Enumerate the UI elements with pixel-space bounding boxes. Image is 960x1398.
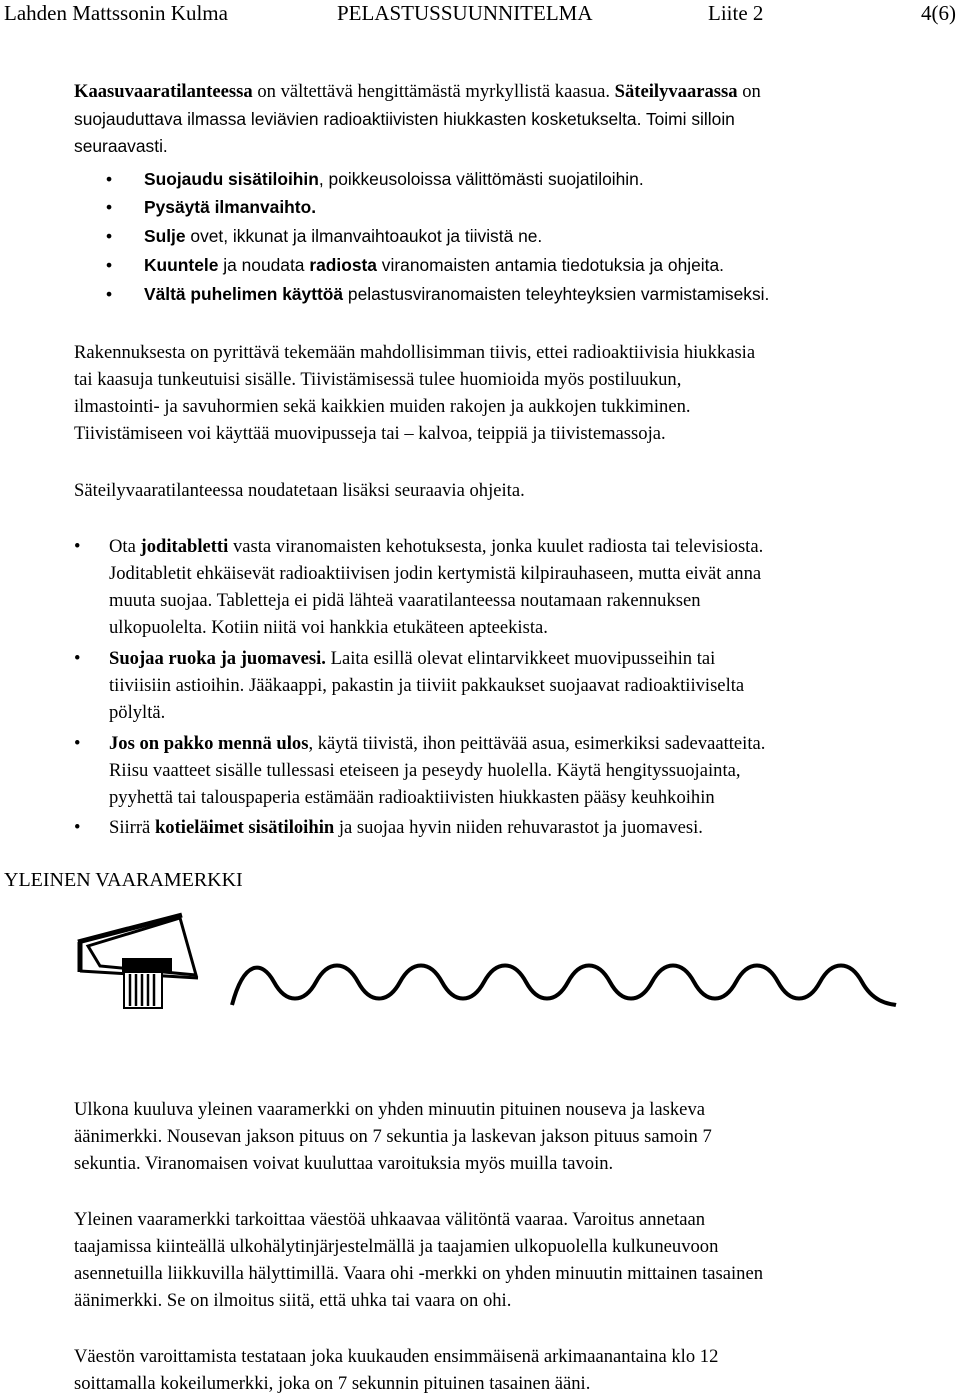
list-item-plain: pelastusviranomaisten teleyhteyksien varmistamiseksi.: [343, 284, 770, 304]
page-header: [0, 0, 960, 26]
list-item-bold: Suojaa ruoka ja juomavesi.: [109, 648, 326, 669]
paragraph-warning-meaning: Yleinen vaaramerkki tarkoittaa väestöä uhkaavaa välitöntä vaaraa. Varoitus annetaan: [74, 1209, 706, 1230]
list-item-plain: Siirrä: [109, 817, 155, 838]
bullet-icon: •: [106, 197, 113, 217]
paragraph-warning-meaning: asennetuilla liikkuvilla hälyttimillä. Vaara ohi -merkki on yhden minuutin mittainen tasainen: [74, 1263, 764, 1284]
list-item-line: [109, 814, 703, 841]
list-item-line: pölyltä.: [109, 702, 166, 723]
list-item-plain: ja suojaa hyvin niiden rehuvarastot ja juomavesi.: [334, 817, 703, 838]
bullet-icon: •: [74, 536, 81, 557]
list-item-bold: kotieläimet sisätiloihin: [154, 817, 335, 838]
list-item-bold: Kuuntele: [144, 255, 219, 275]
intro-text: on: [737, 81, 761, 102]
list-item-line: tiiviisiin astioihin. Jääkaappi, pakastin ja tiiviit pakkaukset suojaavat radioaktiiviselta: [109, 675, 745, 696]
bullet-icon: •: [106, 169, 113, 189]
list-item-bold: Suojaudu sisätiloihin: [144, 169, 319, 189]
header-appendix: Liite 2: [708, 1, 764, 25]
list-item-text: [144, 281, 769, 308]
bullet-icon: •: [74, 817, 81, 838]
paragraph-warning-meaning: äänimerkki. Se on ilmoitus siitä, että uhka tai vaara on ohi.: [74, 1290, 512, 1311]
intro-text: on vältettävä hengittämästä myrkyllistä kaasua.: [252, 81, 615, 102]
bullet-icon: •: [74, 648, 81, 669]
list-item-line: [109, 645, 715, 672]
list-item-line: Riisu vaatteet sisälle tullessasi eteiseen ja peseydy huolella. Käytä hengityssuojainta,: [109, 760, 741, 781]
sine-wave: [232, 966, 896, 1006]
paragraph-sealing-line: tai kaasuja tunkeutuisi sisälle. Tiivistämisessä tulee huomioida myös postiluukun,: [74, 369, 682, 390]
list-item-plain: , poikkeusoloissa välittömästi suojatiloihin.: [318, 169, 644, 189]
list-item-text: [144, 166, 644, 193]
siren-icon: [78, 915, 198, 1008]
list-item-bold: Pysäytä ilmanvaihto.: [144, 197, 317, 217]
list-item-bold: radiosta: [309, 255, 377, 275]
section-title: YLEINEN VAARAMERKKI: [4, 869, 243, 891]
intro-line-3: seuraavasti.: [74, 136, 168, 156]
intro-line-2: suojauduttava ilmassa leviävien radioaktiivisten hiukkasten kosketukselta. Toimi silloin: [74, 109, 735, 129]
list-item-text: [144, 252, 724, 279]
list-item-plain: ja noudata: [218, 255, 310, 275]
bullet-icon: •: [106, 284, 113, 304]
paragraph-sealing-line: Tiivistämiseen voi käyttää muovipusseja tai – kalvoa, teippiä ja tiivistemassoja.: [74, 423, 666, 444]
header-organization: Lahden Mattssonin Kulma: [4, 1, 228, 25]
list-item-line: pyyhettä tai talouspaperia estämään radioaktiivisten hiukkasten pääsy keuhkoihin: [109, 787, 715, 808]
list-item-line: ulkopuolelta. Kotiin niitä voi hankkia etukäteen apteekista.: [109, 617, 548, 638]
list-item-plain: , käytä tiivistä, ihon peittävää asua, esimerkiksi sadevaatteita.: [308, 733, 766, 754]
list-item-line: [109, 533, 763, 560]
gas-danger-term: Kaasuvaaratilanteessa: [74, 81, 253, 102]
header-page-number: 4(6): [921, 1, 956, 25]
list-item-plain: viranomaisten antamia tiedotuksia ja ohjeita.: [376, 255, 725, 275]
bullet-icon: •: [74, 733, 81, 754]
paragraph-sealing-line: ilmastointi- ja savuhormien sekä kaikkien muiden rakojen ja aukkojen tukkiminen.: [74, 396, 691, 417]
paragraph-testing: soittamalla kokeilumerkki, joka on 7 sekunnin pituinen tasainen ääni.: [74, 1373, 591, 1394]
list-item-text: [144, 223, 542, 250]
list-item-text: [144, 194, 316, 221]
list-item-bold: Jos on pakko mennä ulos: [109, 733, 309, 754]
list-item-plain: Laita esillä olevat elintarvikkeet muovipusseihin tai: [325, 648, 716, 669]
paragraph-warning-signal: Ulkona kuuluva yleinen vaaramerkki on yhden minuutin pituinen nouseva ja laskeva: [74, 1099, 705, 1120]
list-item-line: Joditabletit ehkäisevät radioaktiivisen jodin kertymistä kilpirauhaseen, mutta eivät anna: [109, 563, 762, 584]
intro-line-1: [74, 78, 956, 105]
list-item-plain: ovet, ikkunat ja ilmanvaihtoaukot ja tiivistä ne.: [185, 226, 543, 246]
paragraph-warning-signal: sekuntia. Viranomaisen voivat kuuluttaa varoituksia myös muilla tavoin.: [74, 1153, 614, 1174]
list-item-bold: Vältä puhelimen käyttöä: [144, 284, 344, 304]
radiation-danger-term: Säteilyvaarassa: [614, 81, 738, 102]
paragraph-sealing-line: Rakennuksesta on pyrittävä tekemään mahdollisimman tiivis, ettei radioaktiivisia hiukkasia: [74, 342, 756, 363]
list-item-plain: Ota: [109, 536, 141, 557]
paragraph-testing: Väestön varoittamista testataan joka kuukauden ensimmäisenä arkimaanantaina klo 12: [74, 1346, 719, 1367]
paragraph-warning-signal: äänimerkki. Nousevan jakson pituus on 7 sekuntia ja laskevan jakson pituus samoin 7: [74, 1126, 712, 1147]
header-document-title: PELASTUSSUUNNITELMA: [337, 1, 593, 25]
list-item-plain: vasta viranomaisten kehotuksesta, jonka kuulet radiosta tai televisiosta.: [228, 536, 764, 557]
iodine-tablet-term: joditabletti: [140, 536, 229, 557]
paragraph-warning-meaning: taajamissa kiinteällä ulkohälytinjärjestelmällä ja taajamien ulkopuolella kulkuneuvoon: [74, 1236, 719, 1257]
list-item-bold: Sulje: [144, 226, 186, 246]
list-item-line: muuta suojaa. Tabletteja ei pidä lähteä vaaratilanteessa noutamaan rakennuksen: [109, 590, 701, 611]
bullet-icon: •: [106, 255, 113, 275]
list-item-line: [109, 730, 765, 757]
paragraph-additional-instructions: Säteilyvaaratilanteessa noudatetaan lisäksi seuraavia ohjeita.: [74, 480, 525, 501]
bullet-icon: •: [106, 226, 113, 246]
